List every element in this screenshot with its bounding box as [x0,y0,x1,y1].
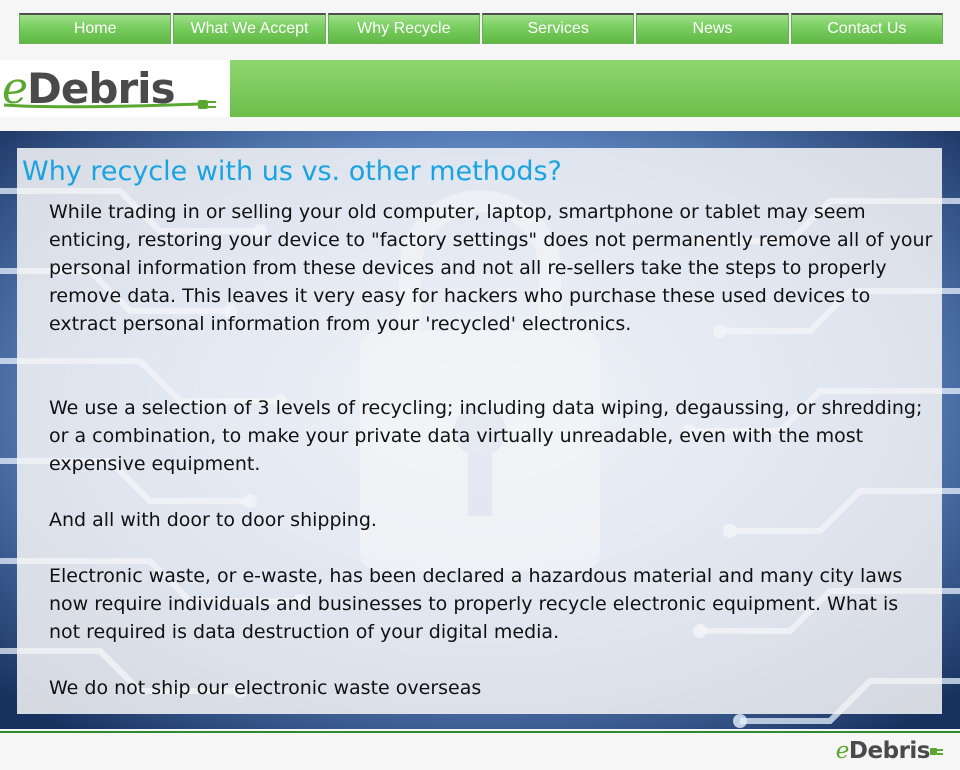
nav-services[interactable]: Services [482,13,634,44]
content-panel [17,148,942,714]
site-header [0,60,960,117]
footer-logo-e: e [835,738,849,764]
paragraph-shipping: And all with door to door shipping. [49,509,377,531]
nav-what-we-accept[interactable]: What We Accept [173,13,325,44]
main-nav [19,13,943,44]
nav-why-recycle[interactable]: Why Recycle [328,13,480,44]
paragraph-overseas: We do not ship our electronic waste overseas [49,677,482,699]
plug-swoosh-icon [0,100,218,110]
logo-e: e [2,62,28,114]
paragraph-e-waste: Electronic waste, or e-waste, has been declared a hazardous material and many city laws now require individuals and businesses to properly recycle electronic equipment. What is not required is data destruction of your digital media. [49,565,903,643]
paragraph-trading-in: While trading in or selling your old computer, laptop, smartphone or tablet may seem enticing, restoring your device to "factory settings" does not permanently remove all of your personal information from these devices and not all re-sellers take the steps to properly remove data. This leaves it very easy for hackers who purchase these used devices to extract personal information from your 'recycled' electronics. [49,201,933,335]
footer-divider [0,731,960,733]
site-logo[interactable] [0,60,230,117]
footer-logo-name: Debris [848,738,930,764]
nav-news[interactable]: News [636,13,788,44]
footer-logo-wordmark [836,738,930,764]
footer-logo[interactable] [836,737,944,765]
hero-section [0,131,960,729]
logo-name: Debris [27,63,175,113]
nav-home[interactable]: Home [19,13,171,44]
nav-contact-us[interactable]: Contact Us [791,13,943,44]
paragraph-recycling-levels: We use a selection of 3 levels of recycling; including data wiping, degaussing, or shredding; or a combination, to make your private data virtually unreadable, even with the most expensive equipment. [49,397,923,475]
page-title: Why recycle with us vs. other methods? [22,156,562,187]
plug-icon [930,745,944,757]
header-bar [230,60,960,117]
